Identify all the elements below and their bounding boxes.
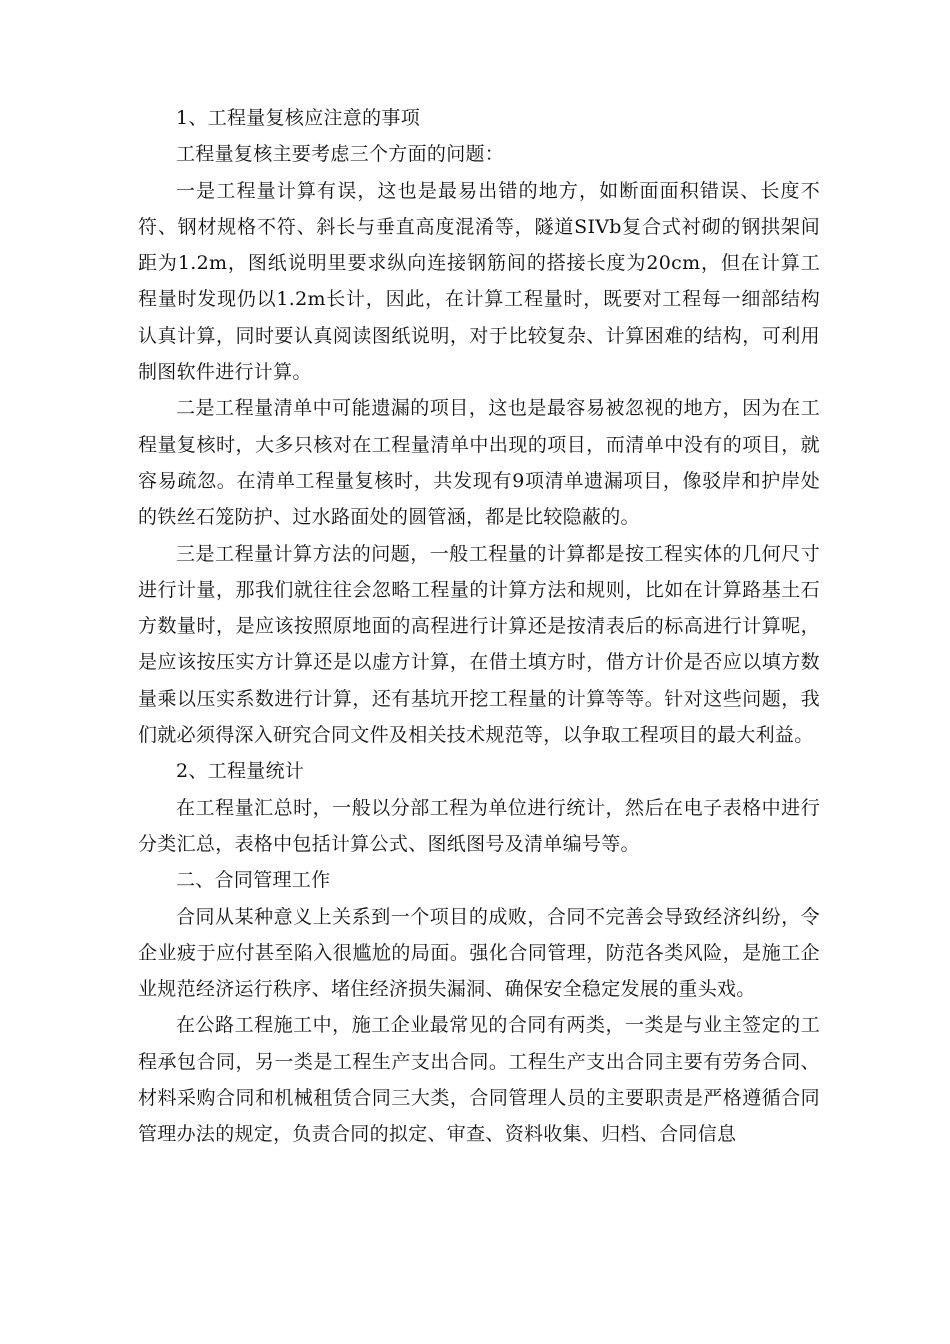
paragraph-contract-types: 在公路工程施工中，施工企业最常见的合同有两类，一类是与业主签定的工程承包合同，另一类是工程生产支出合同。工程生产支出合同主要有劳务合同、材料采购合同和机械租赁合同三大类，合同管理人员的主要职责是严格遵循合同管理办法的规定，负责合同的拟定、审查、资料收集、归档、合同信息	[138, 1014, 820, 1146]
paragraph-calculation-methods: 三是工程量计算方法的问题，一般工程量的计算都是按工程实体的几何尺寸进行计量，那我们就往往会忽略工程量的计算方法和规则，比如在计算路基土石方数量时，是应该按照原地面的高程进行计算还是按清表后的标高进行计算呢，是应该按压实方计算还是以虚方计算，在借土填方时，借方计价是否应以填方数量乘以压实系数进行计算，还有基坑开挖工程量的计算等等。针对这些问题，我们就必须得深入研究合同文件及相关技术规范等，以争取工程项目的最大利益。	[138, 542, 820, 747]
section-heading-contract-management: 二、合同管理工作	[176, 869, 331, 892]
paragraph-calculation-errors: 一是工程量计算有误，这也是最易出错的地方，如断面面积错误、长度不符、钢材规格不符、斜长与垂直高度混淆等，隧道SIVb复合式衬砌的钢拱架间距为1.2m，图纸说明里要求纵向连接钢筋间的搭接长度为20cm，但在计算工程量时发现仍以1.2m长计，因此，在计算工程量时，既要对工程每一细部结构认真计算，同时要认真阅读图纸说明，对于比较复杂、计算困难的结构，可利用制图软件进行计算。	[138, 179, 820, 384]
paragraph-contract-importance: 合同从某种意义上关系到一个项目的成败，合同不完善会导致经济纠纷，令企业疲于应付甚至陷入很尴尬的局面。强化合同管理，防范各类风险，是施工企业规范经济运行秩序、堵住经济损失漏洞、确保安全稳定发展的重头戏。	[138, 905, 820, 1001]
section-heading-quantity-statistics: 2、工程量统计	[176, 760, 305, 783]
paragraph-review-intro: 工程量复核主要考虑三个方面的问题：	[176, 143, 505, 166]
document-page	[138, 100, 820, 1153]
section-heading-quantity-review: 1、工程量复核应注意的事项	[176, 107, 420, 129]
paragraph-statistics: 在工程量汇总时，一般以分部工程为单位进行统计，然后在电子表格中进行分类汇总，表格中包括计算公式、图纸图号及清单编号等。	[138, 796, 820, 855]
paragraph-missing-items: 二是工程量清单中可能遗漏的项目，这也是最容易被忽视的地方，因为在工程量复核时，大多只核对在工程量清单中出现的项目，而清单中没有的项目，就容易疏忽。在清单工程量复核时，共发现有9项清单遗漏项目，像驳岸和护岸处的铁丝石笼防护、过水路面处的圆管涵，都是比较隐蔽的。	[138, 397, 820, 529]
